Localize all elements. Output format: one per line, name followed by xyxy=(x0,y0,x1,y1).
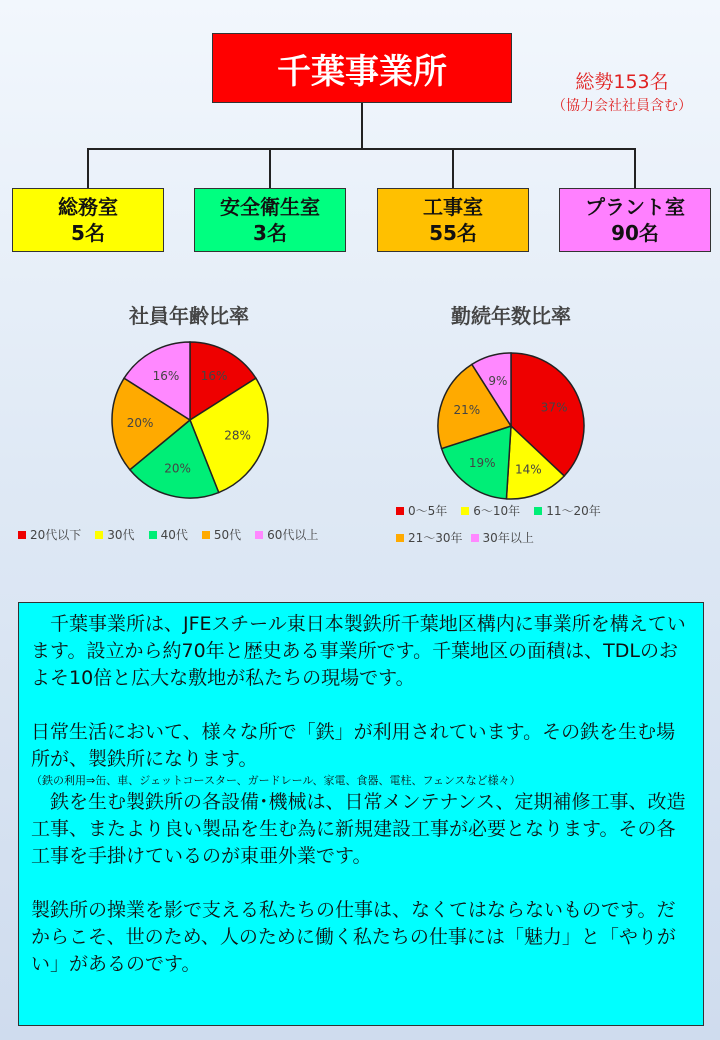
legend-label: 60代以上 xyxy=(267,528,319,542)
head-office-title: 千葉事業所 xyxy=(277,51,447,92)
connector-drop-1 xyxy=(87,148,89,188)
tenure-legend xyxy=(396,502,696,546)
pie-data-label: 9% xyxy=(488,373,508,388)
legend-swatch xyxy=(149,531,157,539)
legend-item xyxy=(202,526,241,543)
legend-item xyxy=(534,502,601,519)
dept-name: 工事室 xyxy=(423,195,483,219)
legend-label: 21～30年 xyxy=(408,531,463,545)
head-office-box xyxy=(212,33,512,103)
connector-drop-4 xyxy=(634,148,636,188)
dept-count: 5名 xyxy=(71,221,105,245)
legend-swatch xyxy=(255,531,263,539)
legend-swatch xyxy=(461,507,469,515)
pie-data-label: 16% xyxy=(200,369,228,384)
description-paragraph-4: 製鉄所の操業を影で支える私たちの仕事は、なくてはならないものです。だからこそ、世のため、人のために働く私たちの仕事には「魅力」と「やりがい」があるのです。 xyxy=(31,899,676,975)
connector-horizontal xyxy=(87,148,636,150)
dept-name: 安全衛生室 xyxy=(220,195,320,219)
legend-swatch xyxy=(471,534,479,542)
headcount xyxy=(552,70,692,118)
pie-data-label: 21% xyxy=(453,403,481,418)
pie-data-label: 19% xyxy=(468,456,496,471)
dept-count: 3名 xyxy=(253,221,287,245)
dept-name: プラント室 xyxy=(585,195,685,219)
legend-label: 30代 xyxy=(107,528,135,542)
dept-count: 55名 xyxy=(429,221,477,245)
legend-item xyxy=(95,526,134,543)
pie-data-label: 37% xyxy=(540,400,568,415)
dept-general-affairs xyxy=(12,188,164,252)
headcount-total: 総勢153名 xyxy=(575,71,669,93)
connector-drop-3 xyxy=(452,148,454,188)
legend-item xyxy=(18,526,81,543)
legend-item xyxy=(255,526,318,543)
description-paragraph-3: 鉄を生む製鉄所の各設備･機械は、日常メンテナンス、定期補修工事、改造工事、またより良い製品を生む為に新規建設工事が必要となります。その各工事を手掛けているのが東亜外業です。 xyxy=(31,791,686,867)
headcount-note: （協力会社社員含む） xyxy=(552,98,692,114)
legend-item xyxy=(396,529,463,546)
dept-construction xyxy=(377,188,529,252)
legend-swatch xyxy=(396,534,404,542)
pie-data-label: 20% xyxy=(164,461,191,476)
legend-item xyxy=(396,502,447,519)
dept-name: 総務室 xyxy=(58,195,118,219)
dept-safety-health xyxy=(194,188,346,252)
legend-swatch xyxy=(95,531,103,539)
description-box xyxy=(18,602,704,1026)
legend-swatch xyxy=(534,507,542,515)
connector-drop-2 xyxy=(269,148,271,188)
legend-label: 40代 xyxy=(160,528,188,542)
description-note: （鉄の利用⇒缶、車、ジェットコースター、ガードレール、家電、食器、電柱、フェンスなど様々） xyxy=(31,774,521,787)
age-legend xyxy=(18,526,318,543)
connector-vertical xyxy=(361,103,363,149)
pie-data-label: 20% xyxy=(126,416,154,431)
pie-data-label: 14% xyxy=(514,462,542,477)
legend-label: 11～20年 xyxy=(546,504,601,518)
legend-item xyxy=(471,529,534,546)
age-pie-chart xyxy=(100,330,280,510)
legend-item xyxy=(149,526,188,543)
dept-plant xyxy=(559,188,711,252)
legend-label: 0～5年 xyxy=(408,504,448,518)
tenure-chart-title: 勤続年数比率 xyxy=(451,304,571,328)
legend-label: 50代 xyxy=(213,528,242,542)
legend-swatch xyxy=(202,531,210,539)
description-paragraph-2: 日常生活において、様々な所で「鉄」が利用されています。その鉄を生む場所が、製鉄所になります。 xyxy=(31,721,676,770)
pie-data-label: 28% xyxy=(224,428,251,443)
legend-swatch xyxy=(18,531,26,539)
legend-label: 20代以下 xyxy=(30,528,82,542)
pie-data-label: 16% xyxy=(152,369,180,384)
age-chart-title: 社員年齢比率 xyxy=(129,304,249,328)
legend-label: 6～10年 xyxy=(473,504,521,518)
legend-item xyxy=(461,502,520,519)
description-paragraph-1: 千葉事業所は、JFEスチール東日本製鉄所千葉地区構内に事業所を構えています。設立から約70年と歴史ある事業所です。千葉地区の面積は、TDLのおよそ10倍と広大な敷地が私たちの現場です。 xyxy=(31,613,686,689)
dept-count: 90名 xyxy=(611,221,659,245)
legend-swatch xyxy=(396,507,404,515)
tenure-pie-chart xyxy=(431,346,591,506)
legend-label: 30年以上 xyxy=(482,531,534,545)
